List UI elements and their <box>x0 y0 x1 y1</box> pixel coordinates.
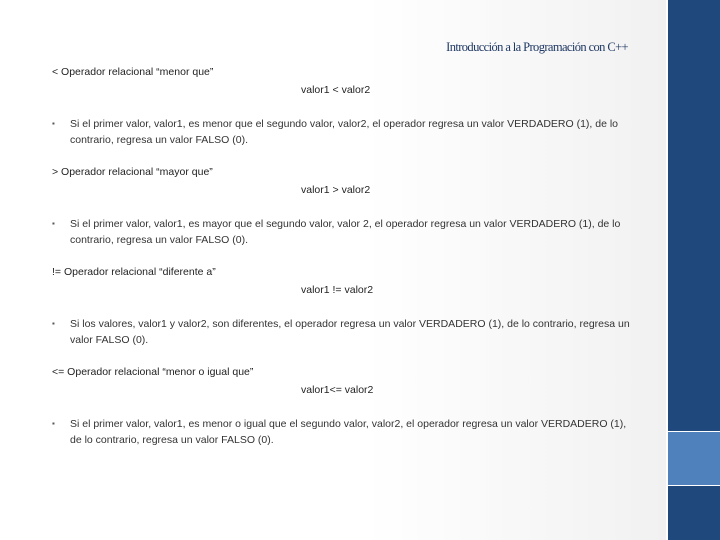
operator-description-less-or-equal <box>52 416 632 448</box>
bullet-icon: ▪ <box>52 119 55 128</box>
sidebar-block-top <box>668 0 720 432</box>
operator-formula-less-than: valor1 < valor2 <box>301 84 371 96</box>
operator-heading-less-than: < Operador relacional “menor que” <box>52 66 214 78</box>
operator-heading-less-or-equal: <= Operador relacional “menor o igual que” <box>52 366 254 378</box>
bullet-icon: ▪ <box>52 319 55 328</box>
bullet-icon: ▪ <box>52 419 55 428</box>
operator-description-not-equal <box>52 316 632 348</box>
bullet-icon: ▪ <box>52 219 55 228</box>
bullet-text: Si el primer valor, valor1, es mayor que el segundo valor, valor 2, el operador regresa un valor VERDADERO (1), de lo contrario, regresa un valor FALSO (0). <box>70 218 621 246</box>
sidebar-block-accent <box>668 432 720 486</box>
operator-formula-greater-than: valor1 > valor2 <box>301 184 371 196</box>
bullet-text: Si el primer valor, valor1, es menor o igual que el segundo valor, valor2, el operador regresa un valor VERDADERO (1), de lo contrario, regresa un valor FALSO (0). <box>70 418 627 446</box>
operator-description-greater-than <box>52 216 632 248</box>
slide-title: Introducción a la Programación con C++ <box>446 40 628 54</box>
operator-heading-greater-than: > Operador relacional “mayor que” <box>52 166 213 178</box>
sidebar-block-bottom <box>668 486 720 540</box>
operator-description-less-than <box>52 116 632 148</box>
operator-heading-not-equal: != Operador relacional “diferente a” <box>52 266 216 278</box>
bullet-text: Si el primer valor, valor1, es menor que el segundo valor, valor2, el operador regresa un valor VERDADERO (1), de lo contrario, regresa un valor FALSO (0). <box>70 118 619 146</box>
bullet-text: Si los valores, valor1 y valor2, son diferentes, el operador regresa un valor VERDADERO (1), de lo contrario, regresa un valor FALSO (0). <box>70 318 630 346</box>
operator-formula-less-or-equal: valor1<= valor2 <box>301 384 374 396</box>
operator-formula-not-equal: valor1 != valor2 <box>301 284 374 296</box>
